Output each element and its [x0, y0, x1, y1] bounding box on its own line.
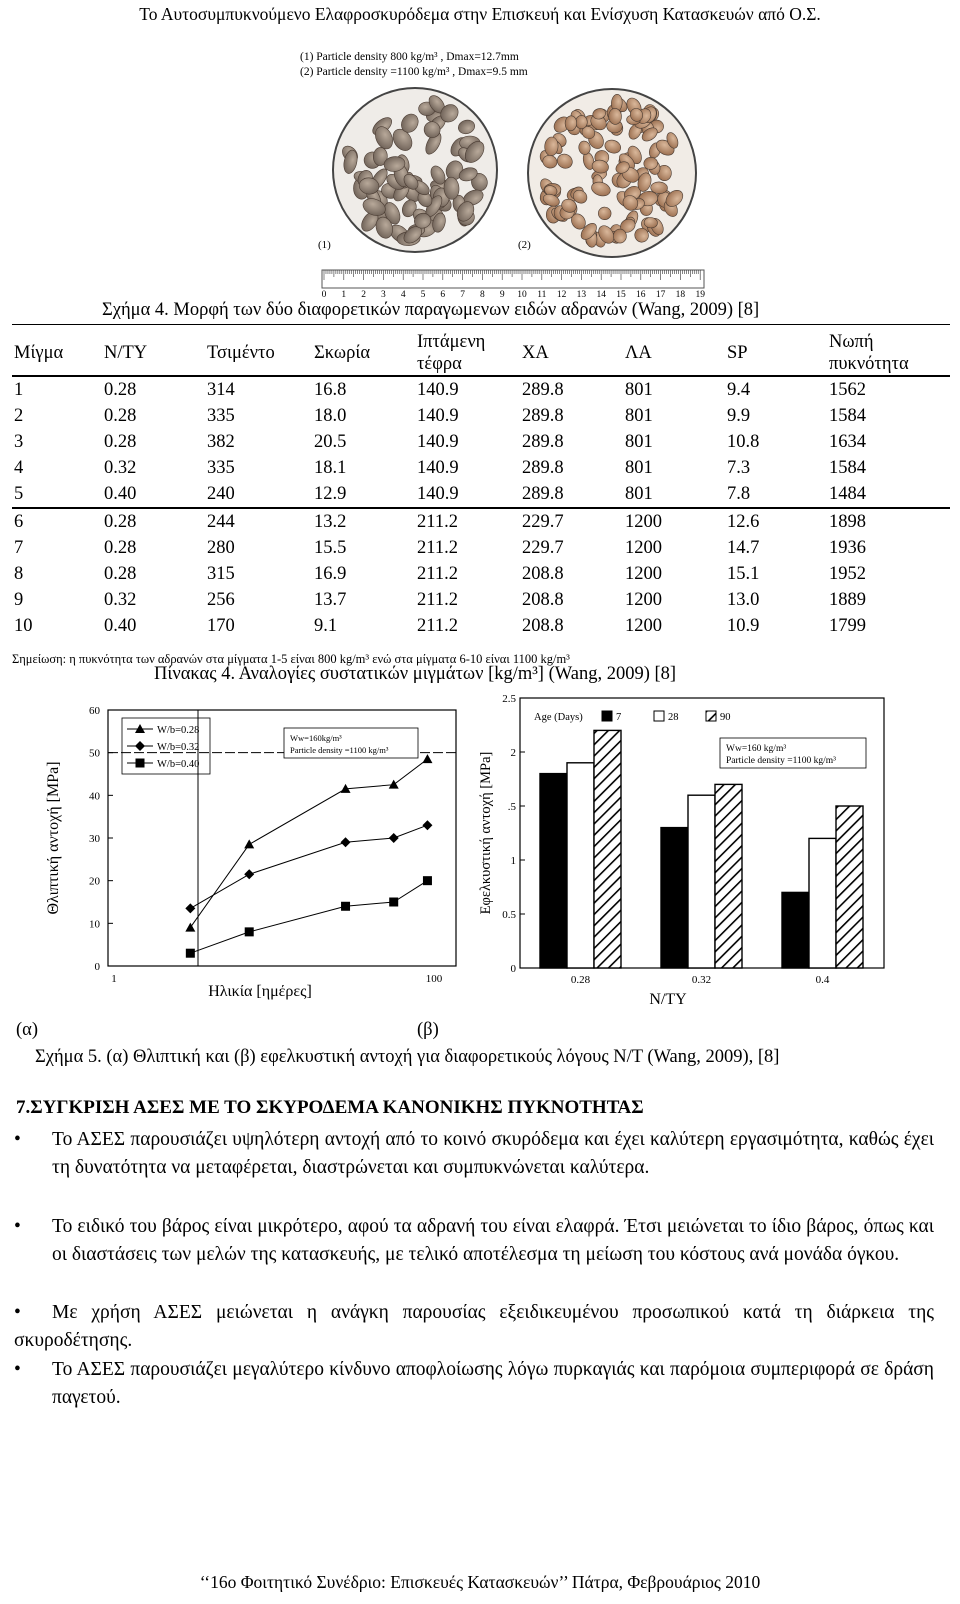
sample-2-label: (2) [518, 239, 531, 251]
ruler-tick-label: 8 [480, 290, 485, 300]
tensile-strength-chart [478, 690, 898, 1020]
x-tick-label: 100 [425, 973, 443, 985]
legend-marker [136, 759, 145, 768]
table-note: Σημείωση: η πυκνότητα των αδρανών στα μίγματα 1-5 είναι 800 kg/m³ ενώ στα μίγματα 6-10 είναι 1100 kg/m³ [12, 652, 570, 666]
bullet-2 [14, 1213, 934, 1269]
table-row [12, 403, 950, 429]
data-point [244, 869, 254, 879]
bullet-dot: • [14, 1302, 21, 1323]
y-tick-label: 2.5 [502, 693, 516, 705]
table-cell: 13.2 [312, 508, 415, 535]
data-point [423, 876, 432, 885]
y-tick-label: 30 [89, 833, 100, 845]
y-tick-label: 40 [89, 790, 100, 803]
table-cell: 801 [625, 432, 653, 452]
figure-4-caption: Σχήμα 4. Μορφή των δύο διαφορετικών παραγωμενων ειδών αδρανών (Wang, 2009) [8] [102, 300, 760, 320]
ruler-tick-label: 11 [537, 290, 547, 300]
bullet-1-text: Το ΑΣΕΣ παρουσιάζει υψηλότερη αντοχή από το κοινό σκυρόδεμα και έχει καλύτερη εργασιμότητα, καθώς έχει τη δυνατότητα να μεταφέρεται, διαστρώνεται και συμπυκνώνεται καλύτερα. [52, 1129, 934, 1178]
y-tick-label: 20 [89, 875, 100, 888]
legend-title: Age (Days) [534, 712, 583, 723]
table-row [12, 481, 950, 508]
table-cell: 208.8 [522, 616, 564, 636]
table-cell: 315 [207, 564, 235, 584]
mix-proportions-table [12, 331, 950, 639]
th-flyash: Ιπτάμενη τέφρα [417, 332, 486, 374]
bar [540, 774, 567, 968]
annotation-text: Ww=160 kg/m³ [726, 744, 787, 754]
ruler-tick-label: 6 [440, 290, 446, 300]
table-cell: 7 [14, 538, 24, 558]
page-header: Το Αυτοσυμπυκνούμενο Ελαφροσκυρόδεμα στην Επισκευή και Ενίσχυση Κατασκευών από Ο.Σ. [139, 4, 821, 24]
bullet-4-text: Το ΑΣΕΣ παρουσιάζει μεγαλύτερο κίνδυνο αποφλοίωσης λόγω πυρκαγιάς και παρόμοια συμπεριφορά σε δράση παγετού. [52, 1359, 934, 1408]
table-cell: 0.40 [104, 484, 137, 504]
annotation-text: Ww=160kg/m³ [290, 733, 342, 743]
table-cell: 289.8 [520, 376, 623, 403]
annotation-text: Particle density =1100 kg/m³ [726, 756, 836, 766]
table-cell: 1634 [829, 432, 866, 452]
bar [594, 730, 621, 968]
th-ca: ΧΑ [522, 343, 549, 363]
compressive-strength-chart [40, 700, 470, 1010]
table-cell: 1898 [827, 508, 950, 535]
th-wb: Ν/ΤΥ [104, 343, 148, 363]
photo-legend [300, 50, 528, 80]
table-cell: 8 [14, 564, 24, 584]
table-cell: 9.9 [727, 406, 751, 426]
th-slag: Σκωρία [314, 343, 371, 363]
ruler-tick-label: 13 [576, 290, 587, 300]
table-cell: 240 [207, 484, 235, 504]
x-tick-label: 1 [111, 973, 117, 985]
bar [809, 838, 836, 968]
legend-label: W/b=0.40 [157, 759, 200, 770]
ruler-tick-label: 14 [596, 290, 606, 300]
table-cell: 0.40 [104, 616, 137, 636]
bullet-3-text: Με χρήση ΑΣΕΣ μειώνεται η ανάγκη παρουσίας εξειδικευμένου προσωπικού κατά τη διάρκεια της σκυροδέτησης. [14, 1302, 934, 1351]
annotation-text: Particle density =1100 kg/m³ [290, 745, 389, 755]
data-point [341, 902, 350, 911]
table-cell: 289.8 [522, 406, 564, 426]
table-cell: 7.3 [727, 458, 751, 478]
ruler-tick-label: 15 [616, 290, 626, 300]
table-cell: 256 [207, 590, 235, 610]
ruler-tick-label: 19 [695, 290, 705, 300]
table-cell: 12.6 [725, 508, 827, 535]
table-cell: 801 [625, 406, 653, 426]
data-point [389, 898, 398, 907]
table-cell: 10.8 [727, 432, 760, 452]
table-row [12, 535, 950, 561]
bar [782, 892, 809, 968]
table-cell: 140.9 [417, 458, 459, 478]
table-cell: 0.28 [104, 406, 137, 426]
legend-swatch [602, 711, 612, 721]
th-sp: SP [727, 343, 748, 363]
table-cell: 1200 [625, 616, 662, 636]
ruler-tick-label: 1 [341, 290, 347, 300]
data-point [422, 754, 432, 763]
pebble [575, 115, 587, 129]
table-cell: 12.9 [314, 484, 347, 504]
pebble [613, 229, 626, 243]
data-point [185, 923, 195, 932]
th-fresh-density: Νωπή πυκνότητα [829, 332, 909, 374]
sample-1-label: (1) [318, 239, 331, 251]
data-point [245, 927, 254, 936]
table-cell: 6 [12, 508, 102, 535]
series-line [190, 881, 427, 954]
table-cell: 289.8 [522, 432, 564, 452]
table-cell: 1200 [625, 590, 662, 610]
ruler-tick-label: 10 [517, 290, 527, 300]
bullet-dot: • [14, 1129, 21, 1150]
ruler-tick-label: 7 [460, 290, 465, 300]
table-cell: 9 [14, 590, 24, 610]
table-cell: 0.28 [104, 538, 137, 558]
table-cell: 1200 [623, 508, 725, 535]
ruler-tick-label: 0 [321, 290, 327, 300]
legend-label: 7 [616, 712, 622, 723]
legend-label: W/b=0.28 [157, 725, 200, 736]
x-axis-label: Ηλικία [ημέρες] [208, 983, 312, 1000]
table-cell: 1484 [829, 484, 866, 504]
y-tick-label: 1 [510, 855, 516, 867]
bullet-dot: • [14, 1216, 21, 1237]
y-tick-label: 0 [94, 961, 100, 973]
x-axis-label: Ν/ΤΥ [649, 991, 687, 1008]
ruler-tick-label: 17 [655, 290, 666, 300]
table-cell: 1200 [625, 564, 662, 584]
table-cell: 15.5 [314, 538, 347, 558]
table-cell: 10 [14, 616, 33, 636]
table-row [12, 613, 950, 639]
table-cell: 14.7 [727, 538, 760, 558]
table-cell: 1936 [829, 538, 866, 558]
bar [567, 763, 594, 968]
table-row [12, 508, 950, 535]
th-fa: ΛΑ [625, 343, 652, 363]
table-cell: 140.9 [417, 484, 459, 504]
ruler-tick-label: 9 [499, 290, 505, 300]
table-header-row [12, 331, 950, 376]
y-tick-label: .5 [507, 801, 516, 813]
table-cell: 229.7 [522, 538, 564, 558]
bullet-2-text: Το ειδικό του βάρος είναι μικρότερο, αφού τα αδρανή του είναι ελαφρά. Έτσι μειώνεται το ίδιο βάρος, όπως και οι διαστάσεις των μελών της κατασκευής, με τελικό αποτέλεσμα τη μείωση του κόστους ανά μονάδα όγκου. [52, 1216, 934, 1265]
table-cell: 244 [205, 508, 312, 535]
x-tick-label: 0.4 [815, 974, 830, 986]
table-cell: 18.1 [314, 458, 347, 478]
table-cell: 16.8 [312, 376, 415, 403]
photo-legend-1: (1) Particle density 800 kg/m³ , Dmax=12.7mm [300, 51, 519, 63]
ruler-tick-label: 3 [381, 290, 386, 300]
th-mix: Μίγμα [14, 343, 64, 363]
table-cell: 211.2 [415, 508, 520, 535]
data-point [422, 820, 432, 830]
table-cell: 1889 [829, 590, 866, 610]
table-cell: 20.5 [314, 432, 347, 452]
photo-legend-2: (2) Particle density =1100 kg/m³ , Dmax=9.5 mm [300, 66, 528, 78]
table-cell: 229.7 [520, 508, 623, 535]
table-cell: 13.0 [727, 590, 760, 610]
table-cell: 0.28 [102, 376, 205, 403]
y-tick-label: 10 [89, 918, 100, 931]
table-row [12, 455, 950, 481]
table-cell: 208.8 [522, 590, 564, 610]
table-cell: 801 [623, 376, 725, 403]
y-tick-label: 60 [89, 705, 100, 717]
data-point [389, 833, 399, 843]
table-cell: 16.9 [314, 564, 347, 584]
table-row [12, 561, 950, 587]
x-tick-label: 0.28 [570, 974, 591, 986]
legend-label: 28 [668, 712, 679, 723]
figure-5-caption: Σχήμα 5. (α) Θλιπτική και (β) εφελκυστική αντοχή για διαφορετικούς λόγους Ν/Τ (Wang, 2009), [8] [35, 1047, 780, 1067]
table-cell: 211.2 [417, 590, 458, 610]
bar [661, 828, 688, 968]
table-cell: 289.8 [522, 458, 564, 478]
bar [688, 795, 715, 968]
legend-label: W/b=0.32 [157, 742, 200, 753]
ruler-tick-label: 12 [556, 290, 567, 300]
table-cell: 314 [205, 376, 312, 403]
table-cell: 289.8 [522, 484, 564, 504]
table-cell: 211.2 [417, 616, 458, 636]
x-tick-label: 0.32 [691, 974, 712, 986]
table-cell: 9.4 [725, 376, 827, 403]
table-cell: 0.32 [104, 590, 137, 610]
table-cell: 1200 [625, 538, 662, 558]
table-cell: 5 [14, 484, 24, 504]
table-cell: 10.9 [727, 616, 760, 636]
ruler-tick-label: 5 [420, 290, 426, 300]
th-cement: Τσιμέντο [207, 343, 275, 363]
bullet-1 [14, 1126, 934, 1182]
table-cell: 211.2 [417, 538, 458, 558]
y-tick-label: 0.5 [502, 909, 516, 921]
table-cell: 140.9 [415, 376, 520, 403]
table-cell: 1562 [827, 376, 950, 403]
legend-label: 90 [720, 712, 731, 723]
bullet-dot: • [14, 1359, 21, 1380]
table-cell: 15.1 [727, 564, 760, 584]
table-cell: 1 [12, 376, 102, 403]
fig5-label-b: (β) [417, 1020, 439, 1040]
table-cell: 1584 [829, 458, 866, 478]
bar [715, 784, 742, 968]
y-axis-label: Θλιπτική αντοχή [MPa] [45, 761, 62, 915]
bullet-4 [14, 1356, 934, 1412]
legend-marker [135, 741, 145, 751]
y-tick-label: 50 [89, 747, 100, 760]
table-row [12, 429, 950, 455]
table-cell: 1952 [829, 564, 866, 584]
table-cell: 0.32 [104, 458, 137, 478]
table-cell: 335 [207, 406, 235, 426]
aggregates-photo [300, 78, 720, 300]
data-point [186, 949, 195, 958]
legend-swatch [654, 711, 664, 721]
table-cell: 7.8 [727, 484, 751, 504]
table-cell: 335 [207, 458, 235, 478]
table-cell: 801 [625, 484, 653, 504]
table-cell: 382 [207, 432, 235, 452]
table-4-caption: Πίνακας 4. Αναλογίες συστατικών μιγμάτων [kg/m³] (Wang, 2009) [8] [154, 664, 677, 684]
table-cell: 13.7 [314, 590, 347, 610]
table-row [12, 587, 950, 613]
y-tick-label: 0 [510, 963, 516, 975]
table-cell: 140.9 [417, 406, 459, 426]
table-cell: 0.28 [102, 508, 205, 535]
y-axis-label: Εφελκυστική αντοχή [MPa] [478, 751, 494, 915]
bar [836, 806, 863, 968]
legend-swatch [706, 711, 716, 721]
table-cell: 170 [207, 616, 235, 636]
table-row [12, 376, 950, 403]
table-cell: 0.28 [104, 564, 137, 584]
table-cell: 18.0 [314, 406, 347, 426]
data-point [341, 837, 351, 847]
table-cell: 140.9 [417, 432, 459, 452]
table-cell: 2 [14, 406, 24, 426]
data-point [389, 780, 399, 789]
table-cell: 9.1 [314, 616, 338, 636]
data-point [185, 903, 195, 913]
section-title: 7.ΣΥΓΚΡΙΣΗ ΑΣΕΣ ΜΕ ΤΟ ΣΚΥΡΟΔΕΜΑ ΚΑΝΟΝΙΚΗΣ ΠΥΚΝΟΤΗΤΑΣ [16, 1097, 644, 1118]
table-cell: 801 [625, 458, 653, 478]
page-footer: ‘‘16ο Φοιτητικό Συνέδριο: Επισκευές Κατασκευών’’ Πάτρα, Φεβρουάριος 2010 [199, 1572, 761, 1592]
table-cell: 3 [14, 432, 24, 452]
table-cell: 1799 [829, 616, 866, 636]
table-cell: 211.2 [417, 564, 458, 584]
y-tick-label: 2 [510, 747, 516, 759]
table-cell: 280 [207, 538, 235, 558]
table-cell: 4 [14, 458, 24, 478]
data-point [244, 839, 254, 848]
table-cell: 208.8 [522, 564, 564, 584]
series-2 [127, 759, 432, 958]
table-top-rule [12, 324, 950, 325]
ruler-tick-label: 4 [400, 290, 406, 300]
bullet-3 [14, 1299, 934, 1355]
ruler-tick-label: 16 [636, 290, 646, 300]
table-cell: 1584 [829, 406, 866, 426]
ruler-tick-label: 2 [361, 290, 366, 300]
ruler-tick-label: 18 [675, 290, 686, 300]
fig5-label-a: (α) [16, 1020, 39, 1040]
table-cell: 0.28 [104, 432, 137, 452]
